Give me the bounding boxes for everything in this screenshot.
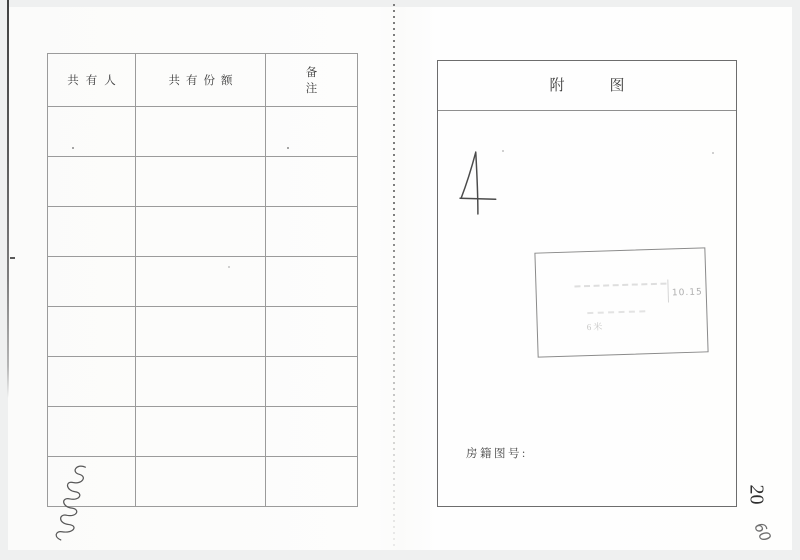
table-cell: [136, 257, 266, 307]
speck-dot: [502, 150, 504, 152]
table-cell: [48, 407, 136, 457]
table-row: [48, 407, 358, 457]
table-cell: [136, 357, 266, 407]
edge-mark: [10, 257, 15, 259]
table-cell: [136, 407, 266, 457]
table-row: [48, 107, 358, 157]
table-cell: [48, 157, 136, 207]
table-cell: [266, 107, 358, 157]
co-owner-table: [47, 53, 358, 507]
table-cell: [136, 107, 266, 157]
col-header-remarks: 备注: [266, 54, 358, 107]
table-cell: [48, 207, 136, 257]
table-cell: [266, 307, 358, 357]
table-cell: [136, 157, 266, 207]
table-row: [48, 357, 358, 407]
table-cell: [136, 457, 266, 507]
sketch-faint-line: [574, 283, 666, 288]
map-number-label: 房籍图号:: [466, 448, 528, 460]
table-cell: [48, 307, 136, 357]
col-header-co-owner: 共有人: [48, 54, 136, 107]
table-cell: [48, 107, 136, 157]
handwritten-figure-number-4: [459, 148, 501, 218]
col-header-share-portion: 共有份额: [136, 54, 266, 107]
table-cell: [136, 207, 266, 257]
sketch-faint-line: [587, 310, 645, 314]
table-cell: [266, 457, 358, 507]
dimension-label-bottom: 6米: [586, 321, 605, 333]
table-body: [48, 107, 358, 507]
table-cell: [48, 257, 136, 307]
handwritten-page-number: 60: [750, 519, 775, 545]
sketch-faint-tick: [667, 280, 669, 303]
speck-dot: [712, 152, 714, 154]
speck-dot: [287, 147, 289, 149]
page-title: 附图: [438, 61, 736, 111]
figure-number-value: [438, 111, 439, 112]
table-cell: [266, 257, 358, 307]
table-cell: [48, 357, 136, 407]
page-edge-line: [7, 0, 9, 398]
table-row: [48, 307, 358, 357]
handwritten-signature: [44, 461, 96, 543]
table-row: [48, 157, 358, 207]
center-fold-line: [393, 4, 395, 550]
table-header-row: [48, 54, 358, 107]
table-cell: [266, 157, 358, 207]
parcel-sketch-rectangle: [534, 247, 708, 357]
attached-figure-page: [437, 60, 737, 507]
table-row: [48, 257, 358, 307]
table-cell: [136, 307, 266, 357]
table-cell: [266, 407, 358, 457]
page-number: 20: [745, 484, 768, 505]
speck-dot: [72, 147, 74, 149]
table-cell: [266, 357, 358, 407]
table-row: [48, 207, 358, 257]
speck-dot: [228, 266, 230, 268]
dimension-label-right: 10.15: [671, 287, 703, 299]
table-cell: [266, 207, 358, 257]
